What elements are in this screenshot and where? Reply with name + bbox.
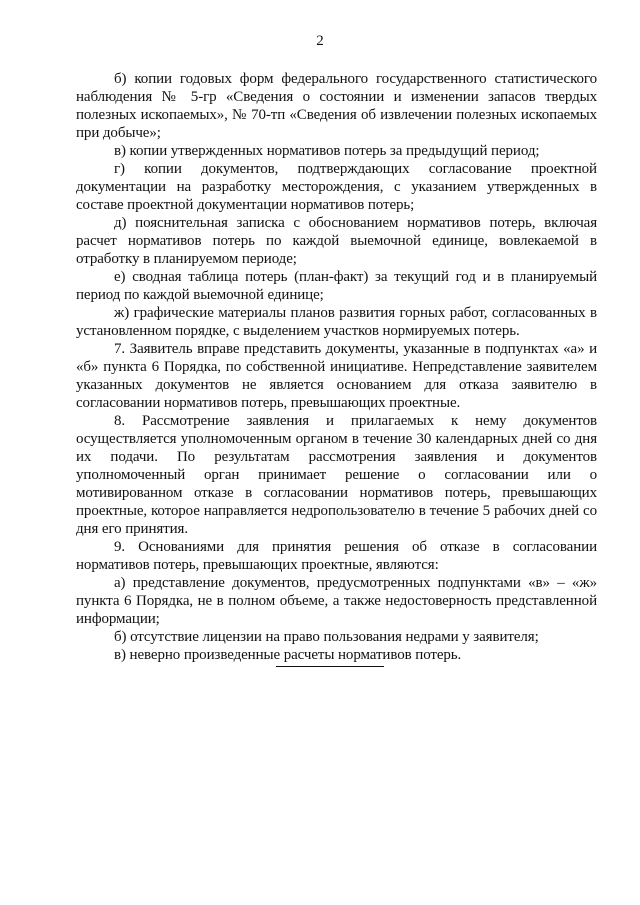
paragraph-item-g-project-documents: г) копии документов, подтверждающих согласование проектной документации на разработку месторождения, с указанием утвержденных в составе проектной документации нормативов потерь; bbox=[76, 161, 597, 213]
paragraph-item-d-explanatory-note: д) пояснительная записка с обоснованием нормативов потерь, включая расчет нормативов потерь по каждой выемочной единице, вовлекаемой в отработку в планируемом периоде; bbox=[76, 215, 597, 267]
paragraph-item-v-approved-norms: в) копии утвержденных нормативов потерь за предыдущий период; bbox=[114, 143, 540, 159]
paragraph-clause-9: 9. Основаниями для принятия решения об отказе в согласовании нормативов потерь, превышающих проектные, являются: bbox=[76, 539, 597, 573]
document-body bbox=[76, 70, 597, 664]
paragraph-item-e-summary-table: е) сводная таблица потерь (план-факт) за текущий год и в планируемый период по каждой выемочной единице; bbox=[76, 269, 597, 303]
paragraph-refusal-b: б) отсутствие лицензии на право пользования недрами у заявителя; bbox=[114, 629, 539, 645]
paragraph-item-zh-graphic-materials: ж) графические материалы планов развития горных работ, согласованных в установленном порядке, с выделением участков нормируемых потерь. bbox=[76, 305, 597, 339]
paragraph-refusal-a: а) представление документов, предусмотренных подпунктами «в» – «ж» пункта 6 Порядка, не в полном объеме, а также недостоверность представленной информации; bbox=[76, 575, 597, 627]
page-number: 2 bbox=[316, 33, 324, 49]
paragraph-clause-7: 7. Заявитель вправе представить документы, указанные в подпунктах «а» и «б» пункта 6 Порядка, по собственной инициативе. Непредставление заявителем указанных документов не является основанием для отказа заявителю в согласовании нормативов потерь, превышающих проектные. bbox=[76, 341, 597, 411]
paragraph-refusal-v: в) неверно произведенные расчеты нормативов потерь. bbox=[114, 647, 462, 663]
paragraph-item-b-annual-forms: б) копии годовых форм федерального государственного статистического наблюдения № 5-гр «Сведения о состоянии и изменении запасов твердых полезных ископаемых», № 70-тп «Сведения об извлечении полезных ископаемых при добыче»; bbox=[76, 71, 597, 141]
paragraph-clause-8: 8. Рассмотрение заявления и прилагаемых к нему документов осуществляется уполномоченным органом в течение 30 календарных дней со дня их подачи. По результатам рассмотрения заявления и документов уполномоченный орган принимает решение о согласовании или о мотивированном отказе в согласовании нормативов потерь, превышающих проектные, которое направляется недропользователю в течение 5 рабочих дней со дня его принятия. bbox=[76, 413, 597, 537]
end-separator-line bbox=[276, 666, 384, 667]
